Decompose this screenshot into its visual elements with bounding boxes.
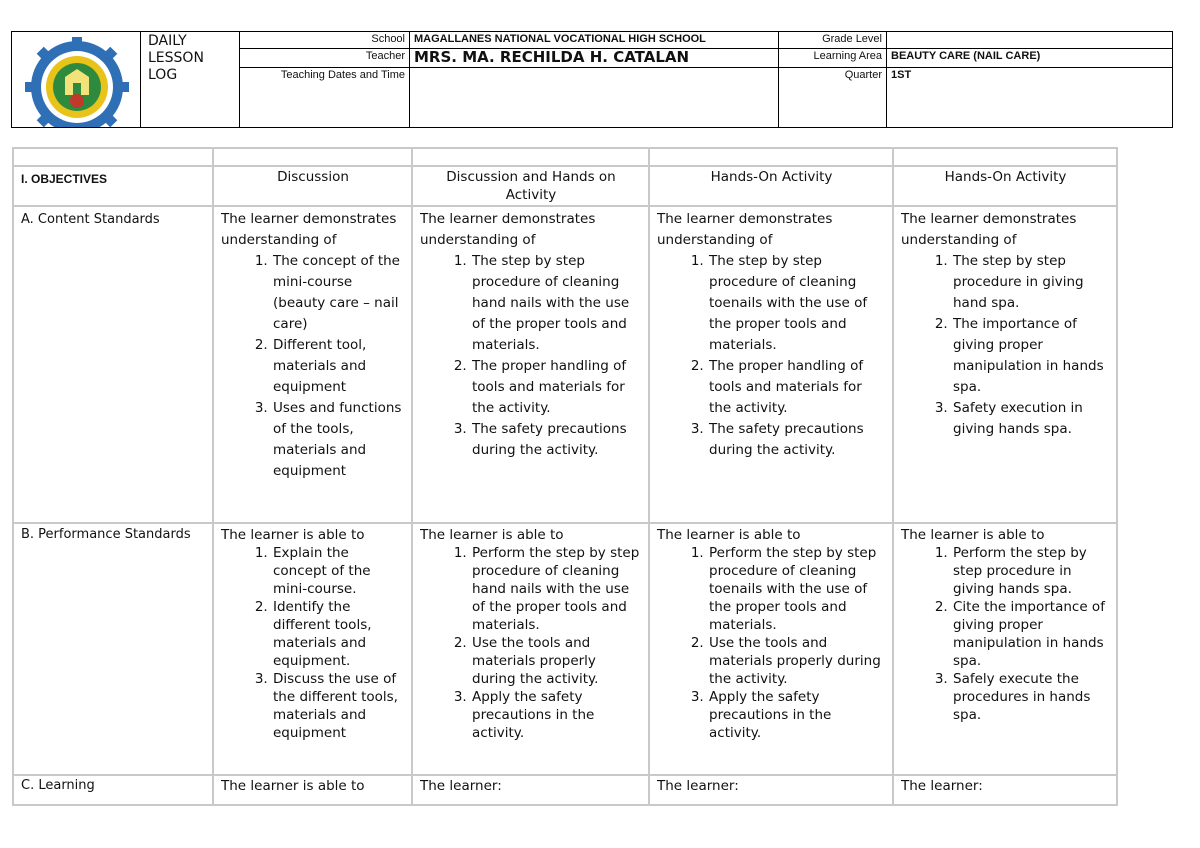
cell-intro: The learner is able to	[901, 527, 1045, 543]
list-item: 2. Different tool, materials and equipment	[272, 335, 405, 398]
list-item: 3. The safety precautions during the activity.	[471, 419, 642, 461]
list-item: 2. The proper handling of tools and materials for the activity.	[708, 356, 886, 419]
list-item: 3. Safety execution in giving hands spa.	[952, 398, 1110, 440]
grade-value	[887, 32, 1173, 49]
performance-standards-cell	[412, 523, 649, 775]
day-header-4: Hands-On Activity	[893, 166, 1117, 206]
list-item: 3. Apply the safety precautions in the activity.	[708, 688, 886, 742]
list-item: 2. Use the tools and materials properly during the activity.	[708, 634, 886, 688]
list-item: 3. The safety precautions during the activity.	[708, 419, 886, 461]
performance-standards-label: B. Performance Standards	[13, 523, 213, 775]
cell-intro: The learner demonstrates understanding of	[657, 211, 833, 248]
list-item: 2. Cite the importance of giving proper manipulation in hands spa.	[952, 598, 1110, 670]
content-standards-cell	[412, 206, 649, 523]
cell-intro: The learner is able to	[657, 527, 801, 543]
cell-intro: The learner is able to	[221, 527, 365, 543]
list-item: 1. The step by step procedure of cleaning hand nails with the use of the proper tools and materials.	[471, 251, 642, 356]
standards-list	[901, 544, 1110, 724]
standards-list	[657, 251, 886, 461]
list-item: 1. Explain the concept of the mini-course.	[272, 544, 405, 598]
learning-cell: The learner is able to	[213, 775, 412, 805]
teacher-label: Teacher	[240, 49, 410, 68]
school-seal-icon	[22, 37, 132, 128]
day-header-2: Discussion and Hands on Activity	[412, 166, 649, 206]
objectives-label: I. OBJECTIVES	[13, 166, 213, 206]
content-standards-cell	[893, 206, 1117, 523]
cell-intro: The learner demonstrates understanding of	[420, 211, 596, 248]
content-standards-cell	[213, 206, 412, 523]
day-header-1: Discussion	[213, 166, 412, 206]
title-line-lesson: LESSON	[148, 50, 204, 66]
list-item: 2. The proper handling of tools and materials for the activity.	[471, 356, 642, 419]
day-header-3: Hands-On Activity	[649, 166, 893, 206]
standards-list	[221, 251, 405, 482]
teacher-value: MRS. MA. RECHILDA H. CATALAN	[410, 49, 779, 68]
cell-intro: The learner demonstrates understanding of	[221, 211, 397, 248]
quarter-value: 1ST	[887, 68, 1173, 128]
list-item: 2. Identify the different tools, materials and equipment.	[272, 598, 405, 670]
list-item: 1. The step by step procedure in giving hand spa.	[952, 251, 1110, 314]
list-item: 3. Safely execute the procedures in hands spa.	[952, 670, 1110, 724]
objectives-header-row	[13, 166, 1117, 206]
list-item: 3. Apply the safety precautions in the activity.	[471, 688, 642, 742]
list-item: 1. The step by step procedure of cleaning toenails with the use of the proper tools and materials.	[708, 251, 886, 356]
list-item: 1. Perform the step by step procedure in giving hands spa.	[952, 544, 1110, 598]
learning-label: C. Learning	[13, 775, 213, 805]
dates-label: Teaching Dates and Time	[240, 68, 410, 128]
standards-list	[221, 544, 405, 742]
content-standards-label: A. Content Standards	[13, 206, 213, 523]
school-label: School	[240, 32, 410, 49]
list-item: 2. Use the tools and materials properly during the activity.	[471, 634, 642, 688]
standards-list	[420, 544, 642, 742]
area-value: BEAUTY CARE (NAIL CARE)	[887, 49, 1173, 68]
standards-list	[901, 251, 1110, 440]
dates-value	[410, 68, 779, 128]
performance-standards-row	[13, 523, 1117, 775]
performance-standards-cell	[649, 523, 893, 775]
learning-cell: The learner:	[649, 775, 893, 805]
performance-standards-cell	[213, 523, 412, 775]
objectives-table	[12, 147, 1118, 806]
area-label: Learning Area	[779, 49, 887, 68]
log-title	[141, 32, 240, 128]
list-item: 1. The concept of the mini-course (beauty care – nail care)	[272, 251, 405, 335]
title-line-log: LOG	[148, 67, 178, 83]
lesson-log-header	[11, 31, 1173, 128]
learning-cell: The learner:	[412, 775, 649, 805]
content-standards-cell	[649, 206, 893, 523]
cell-intro: The learner demonstrates understanding of	[901, 211, 1077, 248]
quarter-label: Quarter	[779, 68, 887, 128]
list-item: 1. Perform the step by step procedure of cleaning hand nails with the use of the proper tools and materials.	[471, 544, 642, 634]
blank-row	[13, 148, 1117, 166]
learning-row	[13, 775, 1117, 805]
list-item: 3. Uses and functions of the tools, materials and equipment	[272, 398, 405, 482]
grade-label: Grade Level	[779, 32, 887, 49]
title-line-daily: DAILY	[148, 33, 187, 49]
performance-standards-cell	[893, 523, 1117, 775]
logo-cell	[12, 32, 141, 128]
standards-list	[657, 544, 886, 742]
list-item: 1. Perform the step by step procedure of cleaning toenails with the use of the proper tools and materials.	[708, 544, 886, 634]
list-item: 2. The importance of giving proper manipulation in hands spa.	[952, 314, 1110, 398]
cell-intro: The learner is able to	[420, 527, 564, 543]
content-standards-row	[13, 206, 1117, 523]
list-item: 3. Discuss the use of the different tools, materials and equipment	[272, 670, 405, 742]
learning-cell: The learner:	[893, 775, 1117, 805]
standards-list	[420, 251, 642, 461]
school-value: MAGALLANES NATIONAL VOCATIONAL HIGH SCHOOL	[410, 32, 779, 49]
